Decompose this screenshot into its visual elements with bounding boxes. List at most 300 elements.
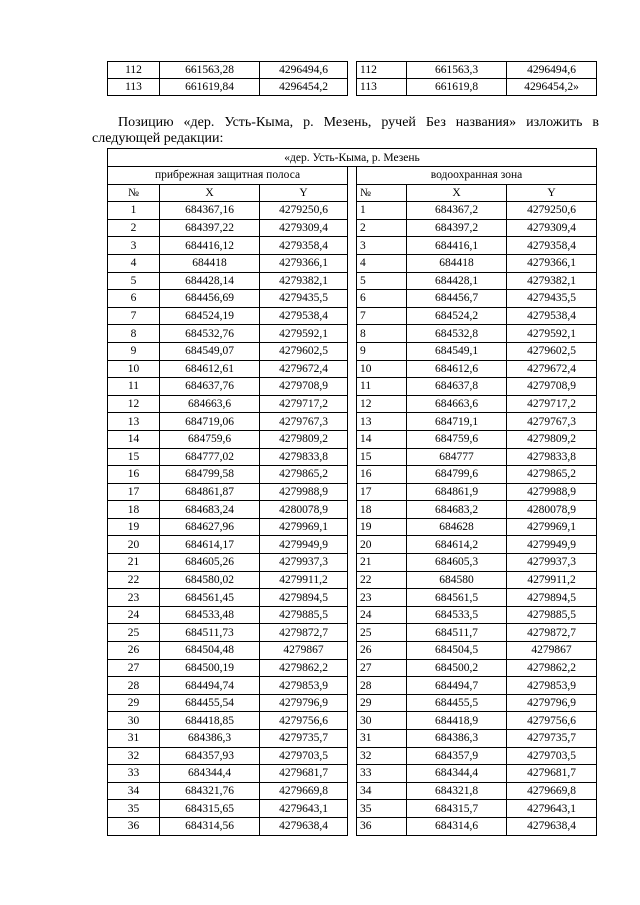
right-number-cell: 17 — [357, 483, 407, 501]
right-x-cell: 684549,1 — [407, 342, 507, 360]
intro-line-2: следующей редакции: — [92, 131, 224, 146]
right-zone-header: водоохранная зона — [357, 167, 597, 185]
right-x-cell: 684561,5 — [407, 589, 507, 607]
left-x-cell: 684719,06 — [160, 413, 260, 431]
column-gap — [348, 272, 357, 290]
left-number-cell: 30 — [108, 712, 160, 730]
left-x-cell: 684777,02 — [160, 448, 260, 466]
table-title: «дер. Усть-Кыма, р. Мезень — [108, 149, 597, 167]
right-x-cell: 684663,6 — [407, 395, 507, 413]
table-row — [108, 554, 597, 572]
table-row — [108, 624, 597, 642]
right-x-cell: 684759,6 — [407, 430, 507, 448]
left-y-cell: 4279969,1 — [260, 518, 348, 536]
table-row — [108, 747, 597, 765]
right-x-cell: 684504,5 — [407, 642, 507, 660]
right-number-cell: 11 — [357, 378, 407, 396]
column-header-x: X — [407, 184, 507, 202]
table-row — [108, 360, 597, 378]
right-number-cell: 29 — [357, 694, 407, 712]
column-gap — [348, 342, 357, 360]
right-x-cell: 684612,6 — [407, 360, 507, 378]
column-gap — [348, 202, 357, 220]
left-y-cell: 4279867 — [260, 642, 348, 660]
column-header-x: X — [160, 184, 260, 202]
left-x-cell: 684627,96 — [160, 518, 260, 536]
right-y-cell: 4279756,6 — [507, 712, 597, 730]
right-number-cell: 28 — [357, 677, 407, 695]
left-x-cell: 684500,19 — [160, 659, 260, 677]
left-x-cell: 684799,58 — [160, 466, 260, 484]
right-x-cell: 684511,7 — [407, 624, 507, 642]
right-x-cell: 684683,2 — [407, 501, 507, 519]
right-number-cell: 7 — [357, 307, 407, 325]
left-x-cell: 684549,07 — [160, 342, 260, 360]
right-x-cell: 684500,2 — [407, 659, 507, 677]
left-x-cell: 684418 — [160, 254, 260, 272]
table-row — [108, 237, 597, 255]
right-x-cell: 684580 — [407, 571, 507, 589]
right-x-cell: 684532,8 — [407, 325, 507, 343]
right-number-cell: 9 — [357, 342, 407, 360]
left-number-cell: 113 — [108, 79, 160, 96]
column-gap — [348, 413, 357, 431]
table-row — [108, 694, 597, 712]
left-number-cell: 19 — [108, 518, 160, 536]
coordinates-table-body — [108, 202, 597, 835]
left-y-cell: 4279592,1 — [260, 325, 348, 343]
table-row — [108, 817, 597, 835]
column-gap — [348, 624, 357, 642]
table-row — [108, 712, 597, 730]
column-gap — [348, 325, 357, 343]
right-x-cell: 684533,5 — [407, 606, 507, 624]
left-y-cell: 4279911,2 — [260, 571, 348, 589]
table-row — [108, 659, 597, 677]
right-number-cell: 24 — [357, 606, 407, 624]
left-number-cell: 21 — [108, 554, 160, 572]
right-number-cell: 112 — [357, 62, 407, 79]
left-number-cell: 10 — [108, 360, 160, 378]
right-number-cell: 33 — [357, 765, 407, 783]
column-gap — [348, 430, 357, 448]
column-gap — [348, 79, 357, 96]
right-x-cell: 684418,9 — [407, 712, 507, 730]
column-gap — [348, 290, 357, 308]
table-row — [108, 448, 597, 466]
left-y-cell: 4279538,4 — [260, 307, 348, 325]
column-gap — [348, 712, 357, 730]
left-number-cell: 33 — [108, 765, 160, 783]
intro-line-1: Позицию «дер. Усть-Кыма, р. Мезень, ручей Без названия» изложить в — [118, 115, 599, 130]
column-gap — [348, 448, 357, 466]
right-number-cell: 3 — [357, 237, 407, 255]
left-y-cell: 4279602,5 — [260, 342, 348, 360]
table-row — [108, 290, 597, 308]
right-y-cell: 4279638,4 — [507, 817, 597, 835]
right-x-cell: 684861,9 — [407, 483, 507, 501]
left-x-cell: 684663,6 — [160, 395, 260, 413]
left-y-cell: 4279949,9 — [260, 536, 348, 554]
left-x-cell: 684561,45 — [160, 589, 260, 607]
zone-header-row — [108, 167, 597, 185]
table-row — [108, 378, 597, 396]
table-row — [108, 536, 597, 554]
left-y-cell: 4279862,2 — [260, 659, 348, 677]
coordinates-table — [107, 148, 597, 836]
table-row — [108, 606, 597, 624]
table-row — [108, 765, 597, 783]
left-number-cell: 3 — [108, 237, 160, 255]
left-zone-header: прибрежная защитная полоса — [108, 167, 348, 185]
column-gap — [348, 501, 357, 519]
right-x-cell: 684418 — [407, 254, 507, 272]
right-number-cell: 8 — [357, 325, 407, 343]
right-y-cell: 4279643,1 — [507, 800, 597, 818]
right-y-cell: 4279767,3 — [507, 413, 597, 431]
column-gap — [348, 360, 357, 378]
column-gap — [348, 237, 357, 255]
left-x-cell: 684416,12 — [160, 237, 260, 255]
left-y-cell: 4279643,1 — [260, 800, 348, 818]
column-gap — [348, 730, 357, 748]
right-y-cell: 4279309,4 — [507, 219, 597, 237]
left-y-cell: 4296454,2 — [260, 79, 348, 96]
column-header-y: Y — [260, 184, 348, 202]
right-y-cell: 4279809,2 — [507, 430, 597, 448]
right-y-cell: 4279592,1 — [507, 325, 597, 343]
right-y-cell: 4279969,1 — [507, 518, 597, 536]
left-y-cell: 4279681,7 — [260, 765, 348, 783]
right-number-cell: 22 — [357, 571, 407, 589]
right-number-cell: 35 — [357, 800, 407, 818]
column-gap — [348, 642, 357, 660]
left-number-cell: 20 — [108, 536, 160, 554]
left-x-cell: 684456,69 — [160, 290, 260, 308]
column-header-number: № — [357, 184, 407, 202]
column-gap — [348, 219, 357, 237]
left-number-cell: 12 — [108, 395, 160, 413]
intro-paragraph — [92, 115, 599, 147]
column-gap — [348, 62, 357, 79]
left-y-cell: 4279250,6 — [260, 202, 348, 220]
right-y-cell: 4279937,3 — [507, 554, 597, 572]
right-number-cell: 113 — [357, 79, 407, 96]
left-y-cell: 4279853,9 — [260, 677, 348, 695]
left-x-cell: 684580,02 — [160, 571, 260, 589]
column-gap — [348, 589, 357, 607]
table-row — [108, 800, 597, 818]
column-gap — [348, 483, 357, 501]
table-row — [108, 571, 597, 589]
table-row — [108, 342, 597, 360]
right-number-cell: 19 — [357, 518, 407, 536]
left-y-cell: 4279809,2 — [260, 430, 348, 448]
right-x-cell: 684321,8 — [407, 782, 507, 800]
right-y-cell: 4279602,5 — [507, 342, 597, 360]
right-y-cell: 4279894,5 — [507, 589, 597, 607]
right-y-cell: 4279867 — [507, 642, 597, 660]
right-number-cell: 12 — [357, 395, 407, 413]
right-number-cell: 36 — [357, 817, 407, 835]
right-x-cell: 684777 — [407, 448, 507, 466]
table-row — [108, 219, 597, 237]
right-y-cell: 4279911,2 — [507, 571, 597, 589]
left-y-cell: 4279703,5 — [260, 747, 348, 765]
left-number-cell: 9 — [108, 342, 160, 360]
left-number-cell: 18 — [108, 501, 160, 519]
left-number-cell: 8 — [108, 325, 160, 343]
right-y-cell: 4279796,9 — [507, 694, 597, 712]
right-number-cell: 10 — [357, 360, 407, 378]
right-y-cell: 4279865,2 — [507, 466, 597, 484]
left-y-cell: 4279309,4 — [260, 219, 348, 237]
left-number-cell: 13 — [108, 413, 160, 431]
right-y-cell: 4296494,6 — [507, 62, 597, 79]
left-y-cell: 4279708,9 — [260, 378, 348, 396]
left-number-cell: 28 — [108, 677, 160, 695]
left-number-cell: 17 — [108, 483, 160, 501]
right-x-cell: 684386,3 — [407, 730, 507, 748]
right-y-cell: 4279949,9 — [507, 536, 597, 554]
left-x-cell: 684614,17 — [160, 536, 260, 554]
table-row — [108, 254, 597, 272]
right-y-cell: 4279366,1 — [507, 254, 597, 272]
left-y-cell: 4279366,1 — [260, 254, 348, 272]
right-x-cell: 684416,1 — [407, 237, 507, 255]
left-y-cell: 4279358,4 — [260, 237, 348, 255]
right-y-cell: 4279717,2 — [507, 395, 597, 413]
right-number-cell: 2 — [357, 219, 407, 237]
left-number-cell: 11 — [108, 378, 160, 396]
right-number-cell: 21 — [357, 554, 407, 572]
right-y-cell: 4279885,5 — [507, 606, 597, 624]
left-x-cell: 684344,4 — [160, 765, 260, 783]
right-number-cell: 1 — [357, 202, 407, 220]
continuation-row — [108, 79, 597, 96]
left-x-cell: 684428,14 — [160, 272, 260, 290]
left-x-cell: 684357,93 — [160, 747, 260, 765]
right-x-cell: 684614,2 — [407, 536, 507, 554]
right-number-cell: 18 — [357, 501, 407, 519]
table-row — [108, 642, 597, 660]
column-gap — [348, 307, 357, 325]
right-x-cell: 684315,7 — [407, 800, 507, 818]
left-y-cell: 4279435,5 — [260, 290, 348, 308]
right-x-cell: 684428,1 — [407, 272, 507, 290]
right-x-cell: 684637,8 — [407, 378, 507, 396]
right-y-cell: 4279872,7 — [507, 624, 597, 642]
continuation-row — [108, 62, 597, 79]
left-number-cell: 36 — [108, 817, 160, 835]
table-row — [108, 518, 597, 536]
right-number-cell: 27 — [357, 659, 407, 677]
right-y-cell: 4279250,6 — [507, 202, 597, 220]
column-gap — [348, 254, 357, 272]
right-number-cell: 30 — [357, 712, 407, 730]
right-y-cell: 4279672,4 — [507, 360, 597, 378]
left-y-cell: 4279988,9 — [260, 483, 348, 501]
left-x-cell: 684637,76 — [160, 378, 260, 396]
left-number-cell: 14 — [108, 430, 160, 448]
left-y-cell: 4279382,1 — [260, 272, 348, 290]
right-x-cell: 684494,7 — [407, 677, 507, 695]
left-number-cell: 35 — [108, 800, 160, 818]
table-row — [108, 307, 597, 325]
left-y-cell: 4279672,4 — [260, 360, 348, 378]
column-gap — [348, 659, 357, 677]
left-y-cell: 4279735,7 — [260, 730, 348, 748]
right-y-cell: 4279703,5 — [507, 747, 597, 765]
right-x-cell: 684344,4 — [407, 765, 507, 783]
left-x-cell: 684494,74 — [160, 677, 260, 695]
right-y-cell: 4279358,4 — [507, 237, 597, 255]
left-number-cell: 16 — [108, 466, 160, 484]
table-row — [108, 395, 597, 413]
right-x-cell: 684367,2 — [407, 202, 507, 220]
right-y-cell: 4279669,8 — [507, 782, 597, 800]
left-number-cell: 112 — [108, 62, 160, 79]
left-number-cell: 24 — [108, 606, 160, 624]
right-number-cell: 20 — [357, 536, 407, 554]
right-x-cell: 661563,3 — [407, 62, 507, 79]
left-number-cell: 34 — [108, 782, 160, 800]
left-number-cell: 2 — [108, 219, 160, 237]
left-y-cell: 4279885,5 — [260, 606, 348, 624]
left-x-cell: 684861,87 — [160, 483, 260, 501]
column-gap — [348, 800, 357, 818]
left-x-cell: 684612,61 — [160, 360, 260, 378]
column-gap — [348, 694, 357, 712]
right-number-cell: 4 — [357, 254, 407, 272]
left-number-cell: 26 — [108, 642, 160, 660]
column-gap — [348, 571, 357, 589]
right-y-cell: 4279538,4 — [507, 307, 597, 325]
left-y-cell: 4279833,8 — [260, 448, 348, 466]
column-gap — [348, 518, 357, 536]
column-gap — [348, 765, 357, 783]
left-x-cell: 684532,76 — [160, 325, 260, 343]
left-x-cell: 684314,56 — [160, 817, 260, 835]
right-number-cell: 6 — [357, 290, 407, 308]
column-gap — [348, 184, 357, 202]
table-row — [108, 782, 597, 800]
left-x-cell: 684367,16 — [160, 202, 260, 220]
right-y-cell: 4280078,9 — [507, 501, 597, 519]
left-y-cell: 4279669,8 — [260, 782, 348, 800]
table-row — [108, 325, 597, 343]
right-y-cell: 4279735,7 — [507, 730, 597, 748]
left-x-cell: 684386,3 — [160, 730, 260, 748]
table-row — [108, 483, 597, 501]
left-y-cell: 4279865,2 — [260, 466, 348, 484]
left-y-cell: 4279717,2 — [260, 395, 348, 413]
table-row — [108, 466, 597, 484]
left-y-cell: 4279756,6 — [260, 712, 348, 730]
left-y-cell: 4279767,3 — [260, 413, 348, 431]
left-y-cell: 4280078,9 — [260, 501, 348, 519]
left-y-cell: 4279638,4 — [260, 817, 348, 835]
table-title-row — [108, 149, 597, 167]
left-x-cell: 684683,24 — [160, 501, 260, 519]
right-number-cell: 16 — [357, 466, 407, 484]
left-number-cell: 27 — [108, 659, 160, 677]
continuation-table-body — [108, 62, 597, 96]
right-x-cell: 684456,7 — [407, 290, 507, 308]
left-number-cell: 4 — [108, 254, 160, 272]
right-number-cell: 14 — [357, 430, 407, 448]
column-header-row — [108, 184, 597, 202]
right-y-cell: 4279833,8 — [507, 448, 597, 466]
right-x-cell: 684357,9 — [407, 747, 507, 765]
left-number-cell: 22 — [108, 571, 160, 589]
left-x-cell: 684524,19 — [160, 307, 260, 325]
column-gap — [348, 782, 357, 800]
right-number-cell: 5 — [357, 272, 407, 290]
table-row — [108, 413, 597, 431]
table-row — [108, 589, 597, 607]
right-number-cell: 32 — [357, 747, 407, 765]
left-y-cell: 4296494,6 — [260, 62, 348, 79]
left-number-cell: 15 — [108, 448, 160, 466]
table-row — [108, 430, 597, 448]
column-gap — [348, 817, 357, 835]
left-x-cell: 684321,76 — [160, 782, 260, 800]
column-gap — [348, 466, 357, 484]
left-y-cell: 4279937,3 — [260, 554, 348, 572]
right-y-cell: 4279862,2 — [507, 659, 597, 677]
right-y-cell: 4279681,7 — [507, 765, 597, 783]
table-row — [108, 677, 597, 695]
right-x-cell: 684397,2 — [407, 219, 507, 237]
column-gap — [348, 395, 357, 413]
right-number-cell: 15 — [357, 448, 407, 466]
right-x-cell: 661619,8 — [407, 79, 507, 96]
left-y-cell: 4279894,5 — [260, 589, 348, 607]
column-gap — [348, 554, 357, 572]
left-number-cell: 5 — [108, 272, 160, 290]
right-x-cell: 684719,1 — [407, 413, 507, 431]
left-x-cell: 684605,26 — [160, 554, 260, 572]
left-number-cell: 25 — [108, 624, 160, 642]
column-gap — [348, 167, 357, 185]
table-row — [108, 501, 597, 519]
left-x-cell: 661619,84 — [160, 79, 260, 96]
right-x-cell: 684455,5 — [407, 694, 507, 712]
right-x-cell: 684605,3 — [407, 554, 507, 572]
right-y-cell: 4296454,2» — [507, 79, 597, 96]
right-y-cell: 4279988,9 — [507, 483, 597, 501]
left-number-cell: 29 — [108, 694, 160, 712]
left-x-cell: 684504,48 — [160, 642, 260, 660]
table-row — [108, 730, 597, 748]
right-number-cell: 23 — [357, 589, 407, 607]
right-x-cell: 684314,6 — [407, 817, 507, 835]
right-number-cell: 31 — [357, 730, 407, 748]
left-number-cell: 1 — [108, 202, 160, 220]
left-number-cell: 7 — [108, 307, 160, 325]
right-number-cell: 25 — [357, 624, 407, 642]
right-y-cell: 4279382,1 — [507, 272, 597, 290]
right-y-cell: 4279853,9 — [507, 677, 597, 695]
column-header-number: № — [108, 184, 160, 202]
left-number-cell: 32 — [108, 747, 160, 765]
left-number-cell: 23 — [108, 589, 160, 607]
left-x-cell: 661563,28 — [160, 62, 260, 79]
left-x-cell: 684759,6 — [160, 430, 260, 448]
left-x-cell: 684533,48 — [160, 606, 260, 624]
left-x-cell: 684315,65 — [160, 800, 260, 818]
